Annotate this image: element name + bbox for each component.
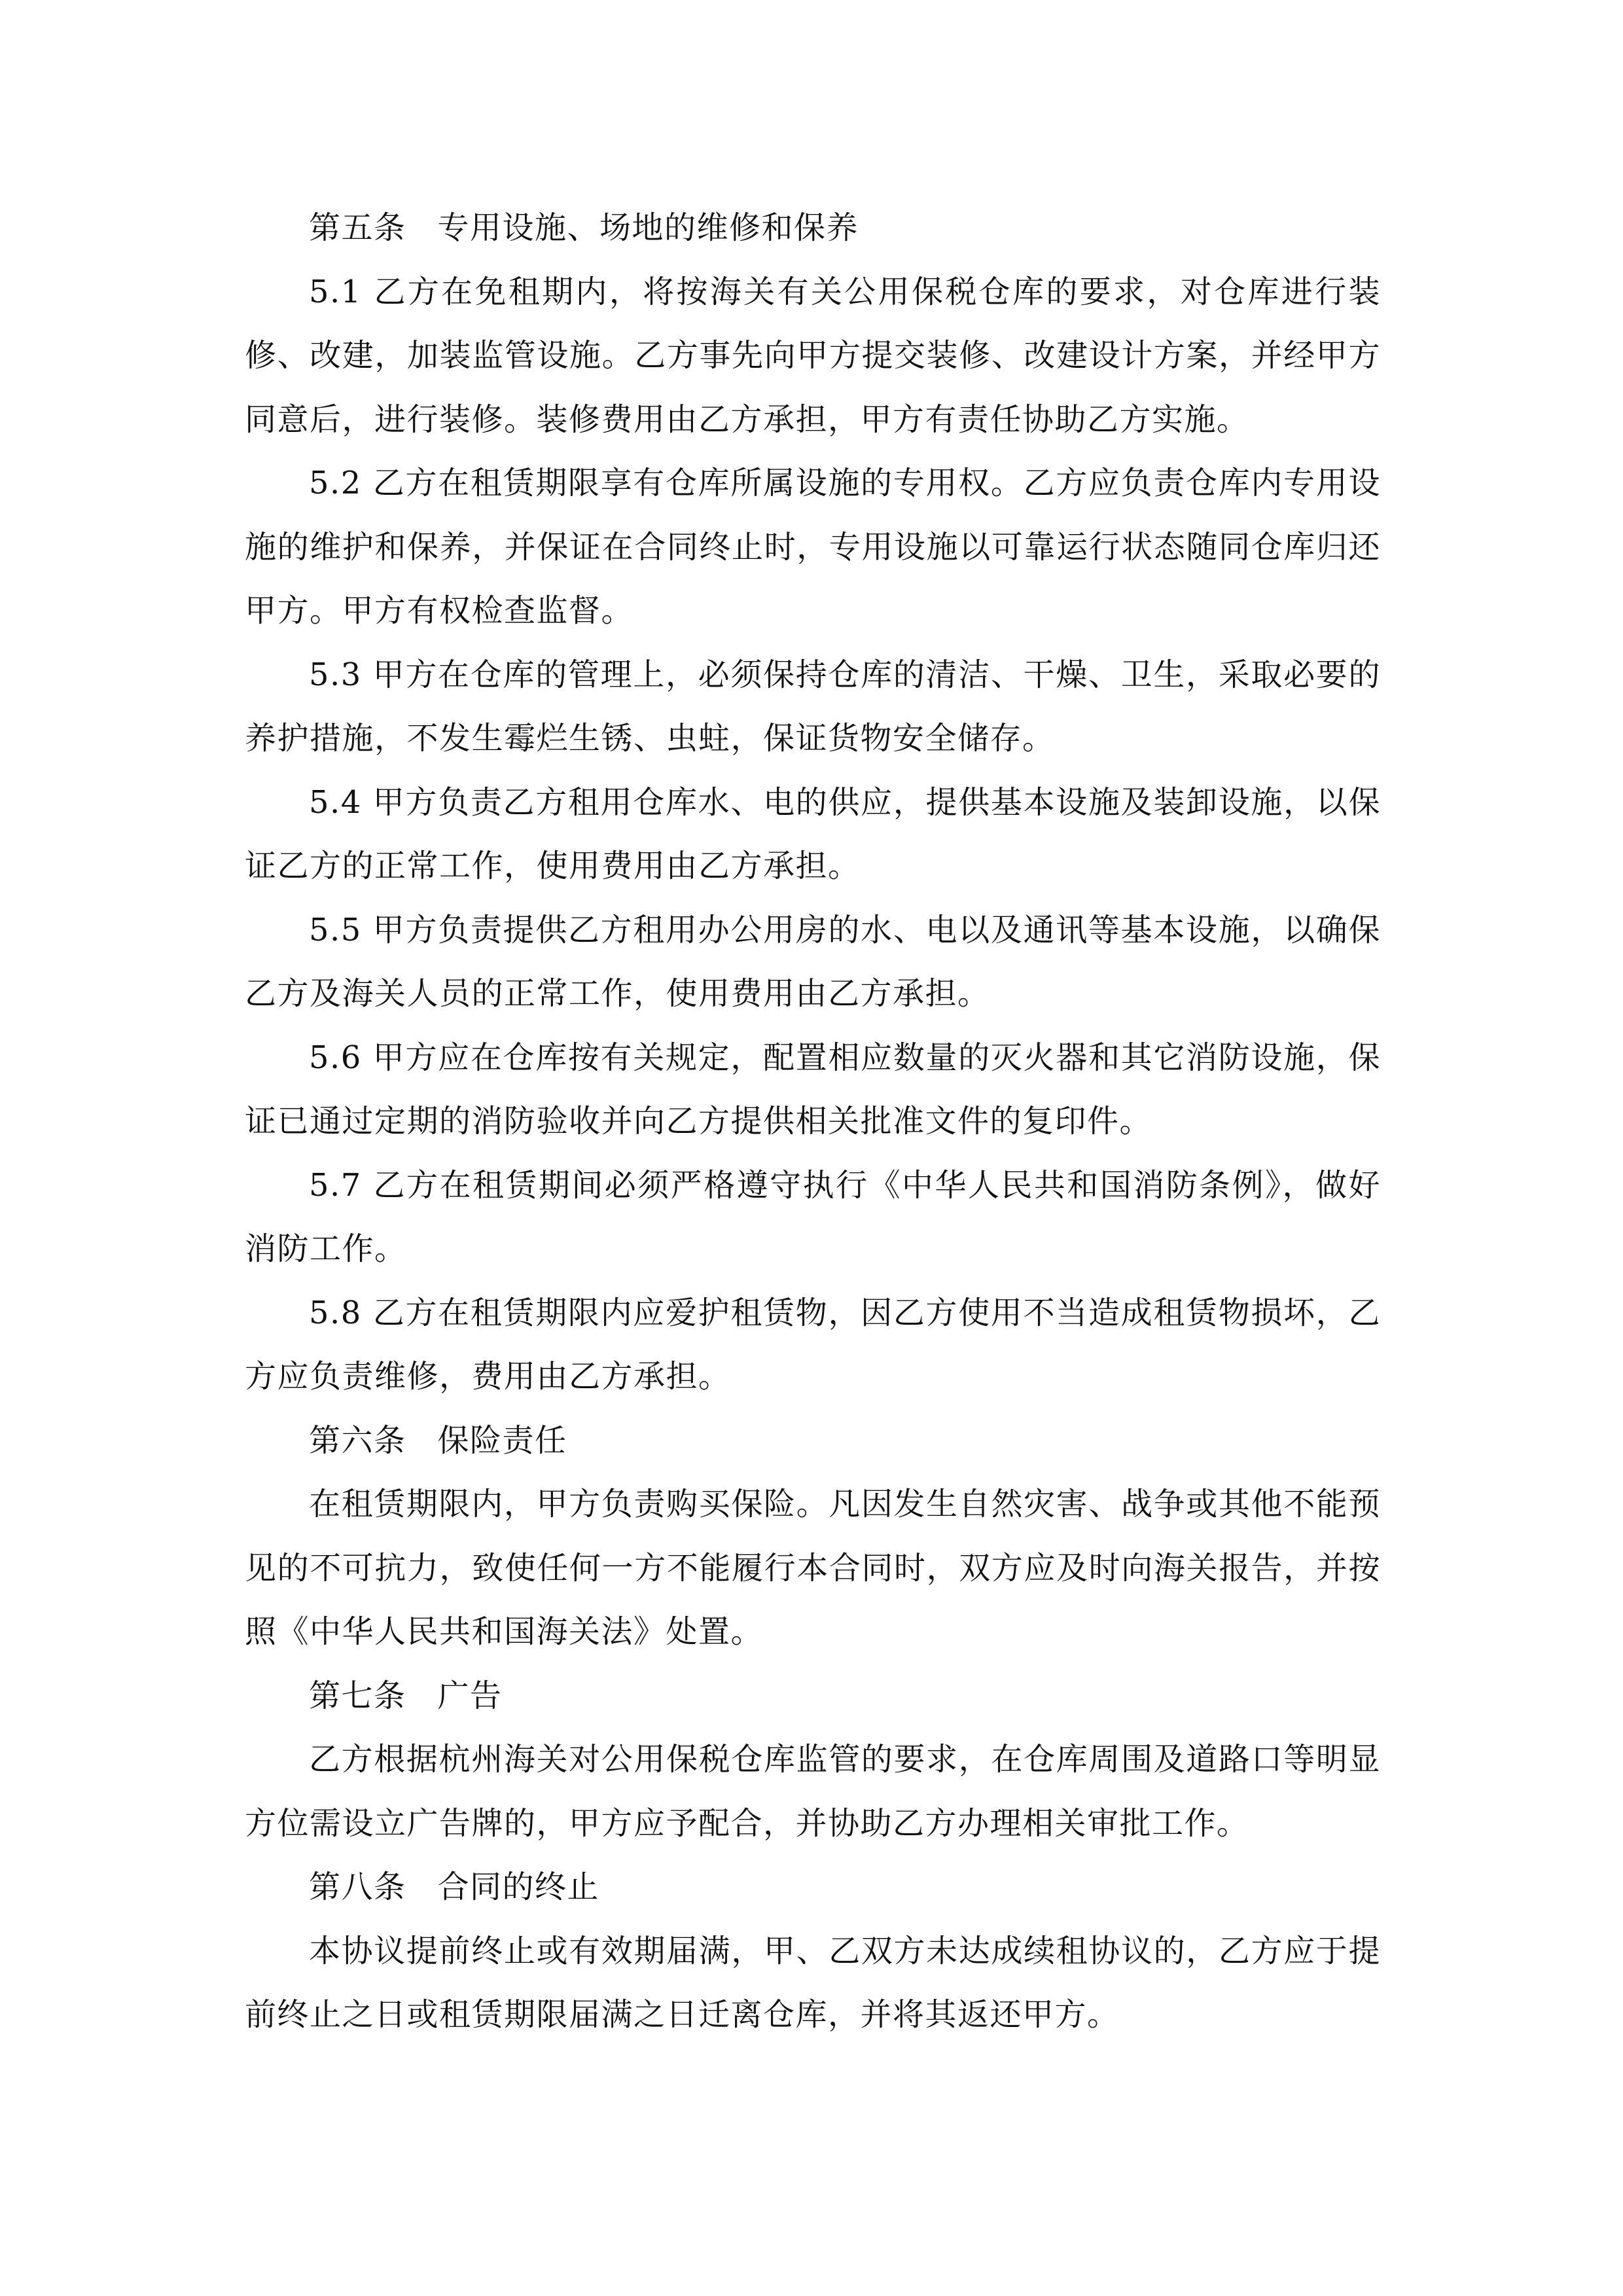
- clause-5-3: 5.3 甲方在仓库的管理上，必须保持仓库的清洁、干燥、卫生，采取必要的养护措施，不发生霉烂生锈、虫蛀，保证货物安全储存。: [245, 656, 1381, 757]
- article-number: 第五条: [309, 209, 406, 246]
- clause-5-6: 5.6 甲方应在仓库按有关规定，配置相应数量的灭火器和其它消防设施，保证已通过定期的消防验收并向乙方提供相关批准文件的复印件。: [245, 1039, 1381, 1139]
- article-6-body: 在租赁期限内，甲方负责购买保险。凡因发生自然灾害、战争或其他不能预见的不可抗力，致使任何一方不能履行本合同时，双方应及时向海关报告，并按照《中华人民共和国海关法》处置。: [245, 1486, 1381, 1650]
- clause-5-4: 5.4 甲方负责乙方租用仓库水、电的供应，提供基本设施及装卸设施，以保证乙方的正常工作，使用费用由乙方承担。: [245, 783, 1381, 884]
- article-number: 第八条: [309, 1869, 406, 1905]
- article-title: 合同的终止: [437, 1869, 600, 1905]
- article-title: 专用设施、场地的维修和保养: [437, 209, 859, 246]
- article-heading-5: [245, 196, 1381, 260]
- clause-5-1: 5.1 乙方在免租期内，将按海关有关公用保税仓库的要求，对仓库进行装修、改建，加装监管设施。乙方事先向甲方提交装修、改建设计方案，并经甲方同意后，进行装修。装修费用由乙方承担，甲方有责任协助乙方实施。: [245, 273, 1381, 438]
- article-title: 保险责任: [437, 1422, 567, 1459]
- article-heading-6: [245, 1409, 1381, 1473]
- document-body: [245, 196, 1381, 2047]
- article-heading-8: [245, 1856, 1381, 1920]
- article-title: 广告: [437, 1677, 503, 1714]
- clause-5-2: 5.2 乙方在租赁期限享有仓库所属设施的专用权。乙方应负责仓库内专用设施的维护和保养，并保证在合同终止时，专用设施以可靠运行状态随同仓库归还甲方。甲方有权检查监督。: [245, 465, 1381, 629]
- article-7-body: 乙方根据杭州海关对公用保税仓库监管的要求，在仓库周围及道路口等明显方位需设立广告牌的，甲方应予配合，并协助乙方办理相关审批工作。: [245, 1741, 1381, 1842]
- clause-5-7: 5.7 乙方在租赁期间必须严格遵守执行《中华人民共和国消防条例》，做好消防工作。: [245, 1166, 1381, 1267]
- article-number: 第六条: [309, 1422, 406, 1459]
- article-heading-7: [245, 1664, 1381, 1729]
- article-number: 第七条: [309, 1677, 406, 1714]
- article-8-body: 本协议提前终止或有效期届满，甲、乙双方未达成续租协议的，乙方应于提前终止之日或租赁期限届满之日迁离仓库，并将其返还甲方。: [245, 1932, 1381, 2033]
- clause-5-5: 5.5 甲方负责提供乙方租用办公用房的水、电以及通讯等基本设施，以确保乙方及海关人员的正常工作，使用费用由乙方承担。: [245, 911, 1381, 1012]
- clause-5-8: 5.8 乙方在租赁期限内应爱护租赁物，因乙方使用不当造成租赁物损坏，乙方应负责维修，费用由乙方承担。: [245, 1294, 1381, 1395]
